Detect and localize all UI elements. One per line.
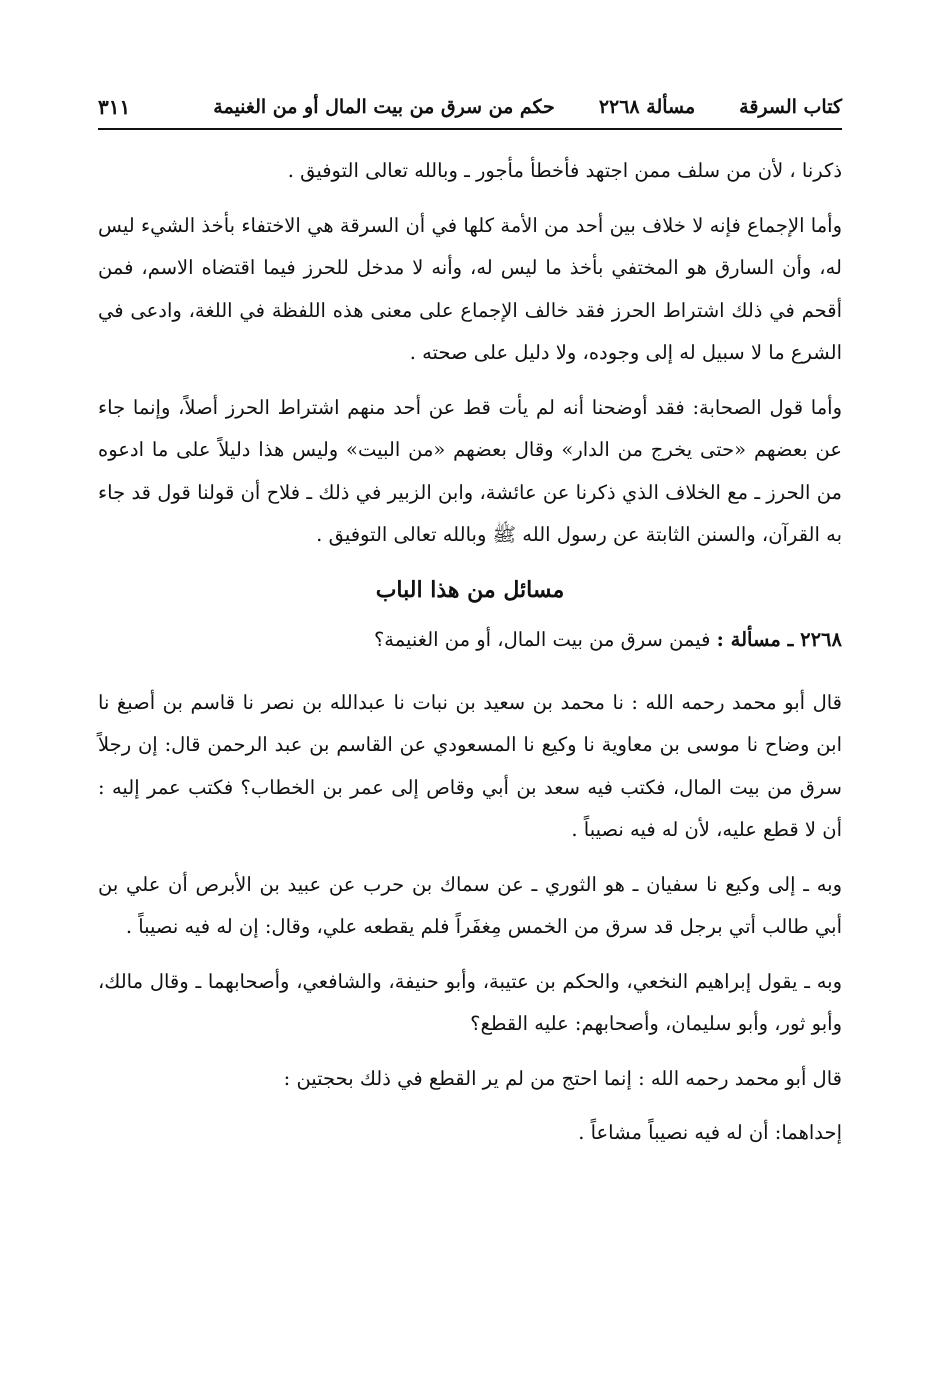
paragraph-7: قال أبو محمد رحمه الله : إنما احتج من لم ير القطع في ذلك بحجتين : <box>283 1066 842 1090</box>
header-topic: حكم من سرق من بيت المال أو من الغنيمة <box>213 96 555 118</box>
paragraph-4: قال أبو محمد رحمه الله : نا محمد بن سعيد بن نبات نا عبدالله بن نصر نا قاسم بن أصبغ نا ابن وضاح نا موسى بن معاوية نا وكيع نا المسعودي عن القاسم بن عبد الرحمن قال: إن رجلاً سرق من بيت المال، فكتب فيه سعد بن أبي وقاص إلى عمر بن الخطاب؟ فكتب عمر إليه : أن لا قطع عليه، لأن له فيه نصيباً . <box>98 690 842 841</box>
issue-number: ٢٢٦٨ ـ مسألة : <box>716 628 842 651</box>
page-body <box>98 150 842 1167</box>
page-number: ٣١١ <box>98 95 131 119</box>
paragraph-6: وبه ـ يقول إبراهيم النخعي، والحكم بن عتيبة، وأبو حنيفة، والشافعي، وأصحابهما ـ وقال مالك، وأبو ثور، وأبو سليمان، وأصحابهم: عليه القطع؟ <box>98 969 842 1035</box>
running-header <box>98 86 842 130</box>
header-chapter: كتاب السرقة <box>739 96 842 118</box>
paragraph-2: وأما الإجماع فإنه لا خلاف بين أحد من الأمة كلها في أن السرقة هي الاختفاء بأخذ الشيء ليس له، وأن السارق هو المختفي بأخذ ما ليس له، وأنه لا مدخل للحرز فيما اقتضاه الاسم، فمن أقحم في ذلك اشتراط الحرز فقد خالف الإجماع على معنى هذه اللفظة في اللغة، وادعى في الشرع ما لا سبيل له إلى وجوده، ولا دليل على صحته . <box>98 213 842 364</box>
issue-heading <box>98 619 842 662</box>
section-title: مسائل من هذا الباب <box>375 576 565 603</box>
paragraph-8: إحداهما: أن له فيه نصيباً مشاعاً . <box>578 1121 842 1144</box>
paragraph-1: ذكرنا ، لأن من سلف ممن اجتهد فأخطأ مأجور ـ وبالله تعالى التوفيق . <box>287 159 842 182</box>
header-issue: مسألة ٢٢٦٨ <box>598 96 696 118</box>
paragraph-5: وبه ـ إلى وكيع نا سفيان ـ هو الثوري ـ عن سماك بن حرب عن عبيد بن الأبرص أن علي بن أبي طالب أتي برجل قد سرق من الخمس مِغفَراً فلم يقطعه علي، وقال: إن له فيه نصيباً . <box>98 872 842 938</box>
header-titles <box>213 96 842 118</box>
paragraph-3: وأما قول الصحابة: فقد أوضحنا أنه لم يأت قط عن أحد منهم اشتراط الحرز أصلاً، وإنما جاء عن بعضهم «حتى يخرج من الدار» وقال بعضهم «من البيت» وليس هذا دليلاً على ما ادعوه من الحرز ـ مع الخلاف الذي ذكرنا عن عائشة، وابن الزبير في ذلك ـ فلاح أن قولنا قول قد جاء به القرآن، والسنن الثابتة عن رسول الله ﷺ وبالله تعالى التوفيق . <box>98 395 842 546</box>
issue-question: فيمن سرق من بيت المال، أو من الغنيمة؟ <box>373 628 711 651</box>
